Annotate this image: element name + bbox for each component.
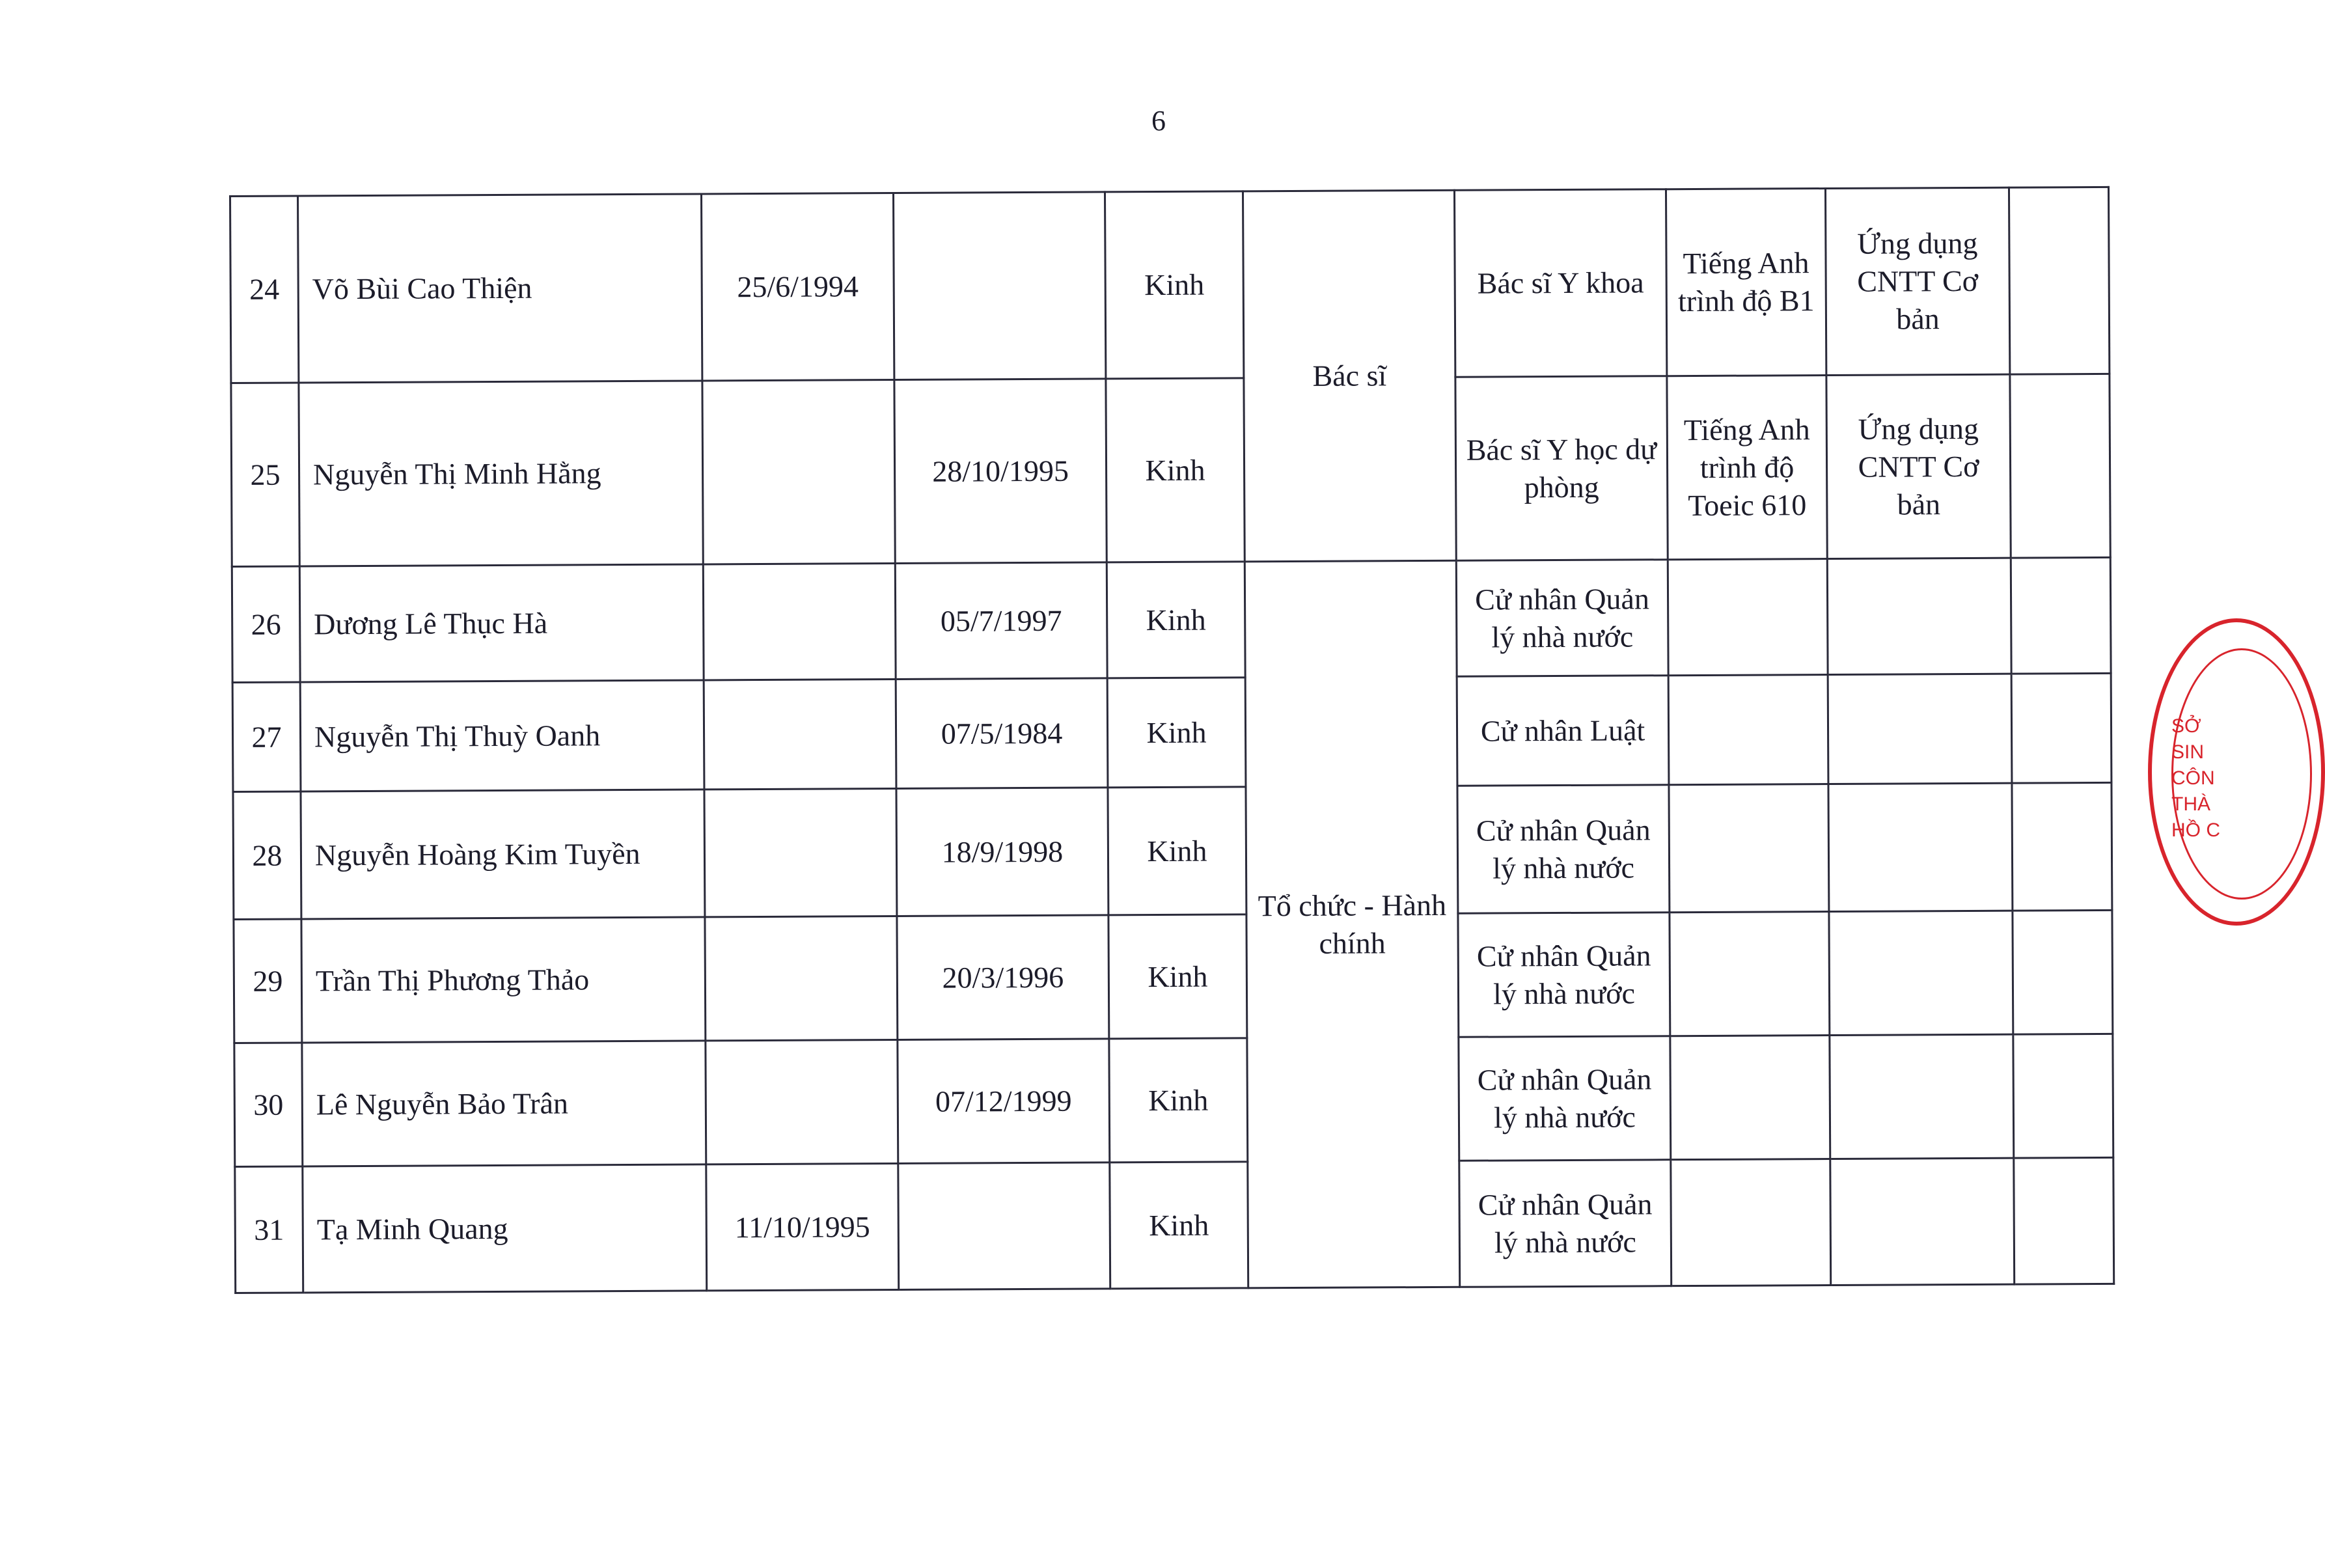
stamp-line: CÔN (2171, 767, 2215, 789)
stamp-line: SIN (2171, 741, 2205, 763)
dob-female: 18/9/1998 (896, 788, 1108, 916)
dob-female: 28/10/1995 (894, 379, 1107, 564)
degree: Cử nhân Luật (1457, 676, 1669, 786)
english-level (1670, 912, 1830, 1036)
dob-female: 05/7/1997 (895, 562, 1107, 680)
table-row (233, 782, 2112, 919)
english-level (1671, 1159, 1831, 1286)
dob-male (704, 680, 896, 790)
full-name: Dương Lê Thục Hà (299, 564, 704, 682)
full-name: Lê Nguyễn Bảo Trân (302, 1041, 706, 1166)
english-level: Tiếng Anh trình độ B1 (1666, 189, 1826, 376)
dob-female (898, 1162, 1110, 1290)
row-number: 31 (235, 1166, 303, 1293)
degree: Cử nhân Quản lý nhà nước (1459, 1160, 1672, 1287)
page-number: 6 (1151, 105, 1166, 137)
row-number: 28 (233, 791, 301, 920)
table-row (230, 187, 2110, 383)
table-row (231, 374, 2110, 566)
ethnicity: Kinh (1108, 915, 1247, 1039)
note-cell (2011, 673, 2112, 783)
it-level (1828, 674, 2012, 784)
english-level (1668, 559, 1828, 676)
stamp-text (2171, 713, 2220, 844)
degree: Cử nhân Quản lý nhà nước (1459, 1036, 1671, 1161)
row-number: 25 (231, 383, 299, 567)
row-number: 26 (232, 566, 300, 683)
degree: Cử nhân Quản lý nhà nước (1457, 785, 1670, 914)
row-number: 30 (234, 1043, 303, 1167)
ethnicity: Kinh (1106, 378, 1245, 562)
it-level (1828, 783, 2013, 911)
staff-table (229, 186, 2115, 1294)
dob-male (704, 789, 897, 917)
ethnicity: Kinh (1108, 787, 1246, 915)
dob-male (703, 564, 896, 680)
english-level (1668, 675, 1828, 785)
row-number: 29 (234, 919, 302, 1043)
full-name: Nguyễn Thị Minh Hằng (299, 381, 703, 566)
dob-male (705, 916, 898, 1040)
degree: Bác sĩ Y học dự phòng (1455, 376, 1668, 561)
stamp-line: HỒ C (2171, 819, 2220, 841)
degree: Cử nhân Quản lý nhà nước (1456, 560, 1668, 677)
stamp-line: SỞ (2171, 715, 2201, 737)
row-number: 24 (230, 196, 299, 383)
ethnicity: Kinh (1107, 678, 1246, 788)
stamp-line: THÀ (2171, 793, 2210, 815)
ethnicity: Kinh (1105, 191, 1243, 379)
english-level: Tiếng Anh trình độ Toeic 610 (1667, 376, 1827, 560)
english-level (1670, 1035, 1830, 1159)
it-level (1830, 1034, 2014, 1159)
note-cell (2011, 557, 2111, 674)
it-level: Ứng dụng CNTT Cơ bản (1826, 374, 2011, 558)
table-row (234, 910, 2113, 1043)
it-level (1827, 558, 2011, 674)
dob-male: 25/6/1994 (701, 193, 894, 381)
dob-female (893, 192, 1105, 380)
position-group: Bác sĩ (1243, 190, 1456, 562)
row-number: 27 (232, 682, 301, 792)
ethnicity: Kinh (1109, 1038, 1248, 1162)
it-level (1830, 1158, 2015, 1285)
full-name: Nguyễn Hoàng Kim Tuyền (301, 790, 705, 919)
it-level: Ứng dụng CNTT Cơ bản (1825, 187, 2009, 375)
full-name: Tạ Minh Quang (303, 1164, 707, 1293)
dob-female: 07/12/1999 (898, 1039, 1110, 1164)
ethnicity: Kinh (1107, 562, 1245, 678)
degree: Cử nhân Quản lý nhà nước (1458, 913, 1670, 1038)
dob-female: 20/3/1996 (897, 915, 1109, 1040)
full-name: Nguyễn Thị Thuỳ Oanh (300, 680, 704, 791)
table-row (232, 673, 2112, 791)
dob-female: 07/5/1984 (896, 678, 1108, 789)
note-cell (2013, 1034, 2113, 1158)
full-name: Trần Thị Phương Thảo (301, 917, 706, 1043)
position-group: Tổ chức - Hành chính (1245, 560, 1459, 1288)
note-cell (2009, 187, 2109, 374)
table-row (235, 1157, 2114, 1293)
dob-male (702, 380, 895, 564)
dob-male (706, 1039, 898, 1164)
table-row (232, 557, 2111, 682)
note-cell (2010, 374, 2110, 558)
ethnicity: Kinh (1110, 1162, 1248, 1289)
note-cell (2014, 1157, 2114, 1284)
full-name: Võ Bùi Cao Thiện (298, 194, 702, 383)
it-level (1829, 911, 2013, 1035)
degree: Bác sĩ Y khoa (1454, 189, 1666, 378)
staff-table-container (229, 186, 2113, 1292)
dob-male: 11/10/1995 (706, 1163, 899, 1290)
table-row (234, 1034, 2113, 1166)
note-cell (2013, 910, 2113, 1034)
official-red-stamp (2148, 618, 2325, 926)
note-cell (2012, 782, 2112, 911)
english-level (1669, 784, 1829, 913)
